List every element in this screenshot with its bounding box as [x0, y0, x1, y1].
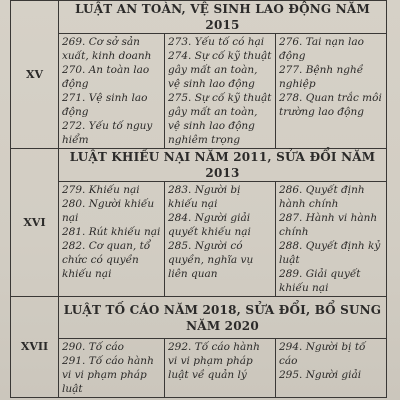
section-title: LUẬT KHIẾU NẠI NĂM 2011, SỬA ĐỔI NĂM 2013	[59, 149, 387, 182]
section-title-row	[11, 149, 387, 182]
term-item: 276. Tai nạn lao động	[279, 36, 364, 62]
term-item: 279. Khiếu nại	[62, 184, 140, 196]
section-items-row	[11, 182, 387, 297]
term-item: 295. Người giải	[279, 369, 362, 381]
term-item: 277. Bệnh nghề nghiệp	[279, 64, 364, 90]
section-number: XV	[11, 1, 59, 149]
term-item: 269. Cơ sở sản xuất, kinh doanh	[62, 36, 152, 62]
term-item: 288. Quyết định kỷ luật	[279, 240, 381, 266]
term-column	[59, 339, 165, 398]
term-item: 271. Vệ sinh lao động	[62, 92, 148, 118]
term-column	[276, 34, 387, 149]
section-title: LUẬT TỐ CÁO NĂM 2018, SỬA ĐỔI, BỔ SUNG NĂM 2020	[59, 297, 387, 339]
section-items-row	[11, 339, 387, 398]
term-item: 278. Quan trắc môi trường lao động	[279, 92, 382, 118]
term-column	[276, 182, 387, 297]
section-title-row	[11, 1, 387, 34]
section-items-row	[11, 34, 387, 149]
term-column	[59, 182, 165, 297]
term-item: 285. Người có quyền, nghĩa vụ liên quan	[168, 240, 254, 280]
term-item: 291. Tố cáo hành vi vi phạm pháp luật	[62, 355, 154, 395]
glossary-table-body	[11, 1, 387, 398]
term-item: 272. Yếu tố nguy hiểm	[62, 120, 153, 146]
term-column	[276, 339, 387, 398]
term-item: 282. Cơ quan, tổ chức có quyền khiếu nại	[62, 240, 151, 280]
term-item: 292. Tố cáo hành vi vi phạm pháp luật về quản lý	[168, 341, 260, 381]
term-column	[165, 34, 276, 149]
term-item: 273. Yếu tố có hại	[168, 36, 265, 48]
section-title-row	[11, 297, 387, 339]
term-item: 289. Giải quyết khiếu nại	[279, 268, 361, 294]
section-number: XVII	[11, 297, 59, 398]
term-column	[165, 182, 276, 297]
term-column	[165, 339, 276, 398]
section-number: XVI	[11, 149, 59, 297]
term-item: 281. Rút khiếu nại	[62, 226, 161, 238]
section-title: LUẬT AN TOÀN, VỆ SINH LAO ĐỘNG NĂM 2015	[59, 1, 387, 34]
term-item: 274. Sự cố kỹ thuật gây mất an toàn, vệ sinh lao động	[168, 50, 272, 90]
term-item: 275. Sự cố kỹ thuật gây mất an toàn, vệ sinh lao động nghiêm trọng	[168, 92, 272, 146]
term-item: 290. Tố cáo	[62, 341, 124, 353]
term-item: 294. Người bị tố cáo	[279, 341, 366, 367]
term-item: 284. Người giải quyết khiếu nại	[168, 212, 251, 238]
term-item: 280. Người khiếu nại	[62, 198, 155, 224]
term-item: 287. Hành vi hành chính	[279, 212, 378, 238]
term-item: 286. Quyết định hành chính	[279, 184, 365, 210]
glossary-table	[10, 0, 387, 398]
term-item: 283. Người bị khiếu nại	[168, 184, 241, 210]
term-column	[59, 34, 165, 149]
term-item: 270. An toàn lao động	[62, 64, 150, 90]
